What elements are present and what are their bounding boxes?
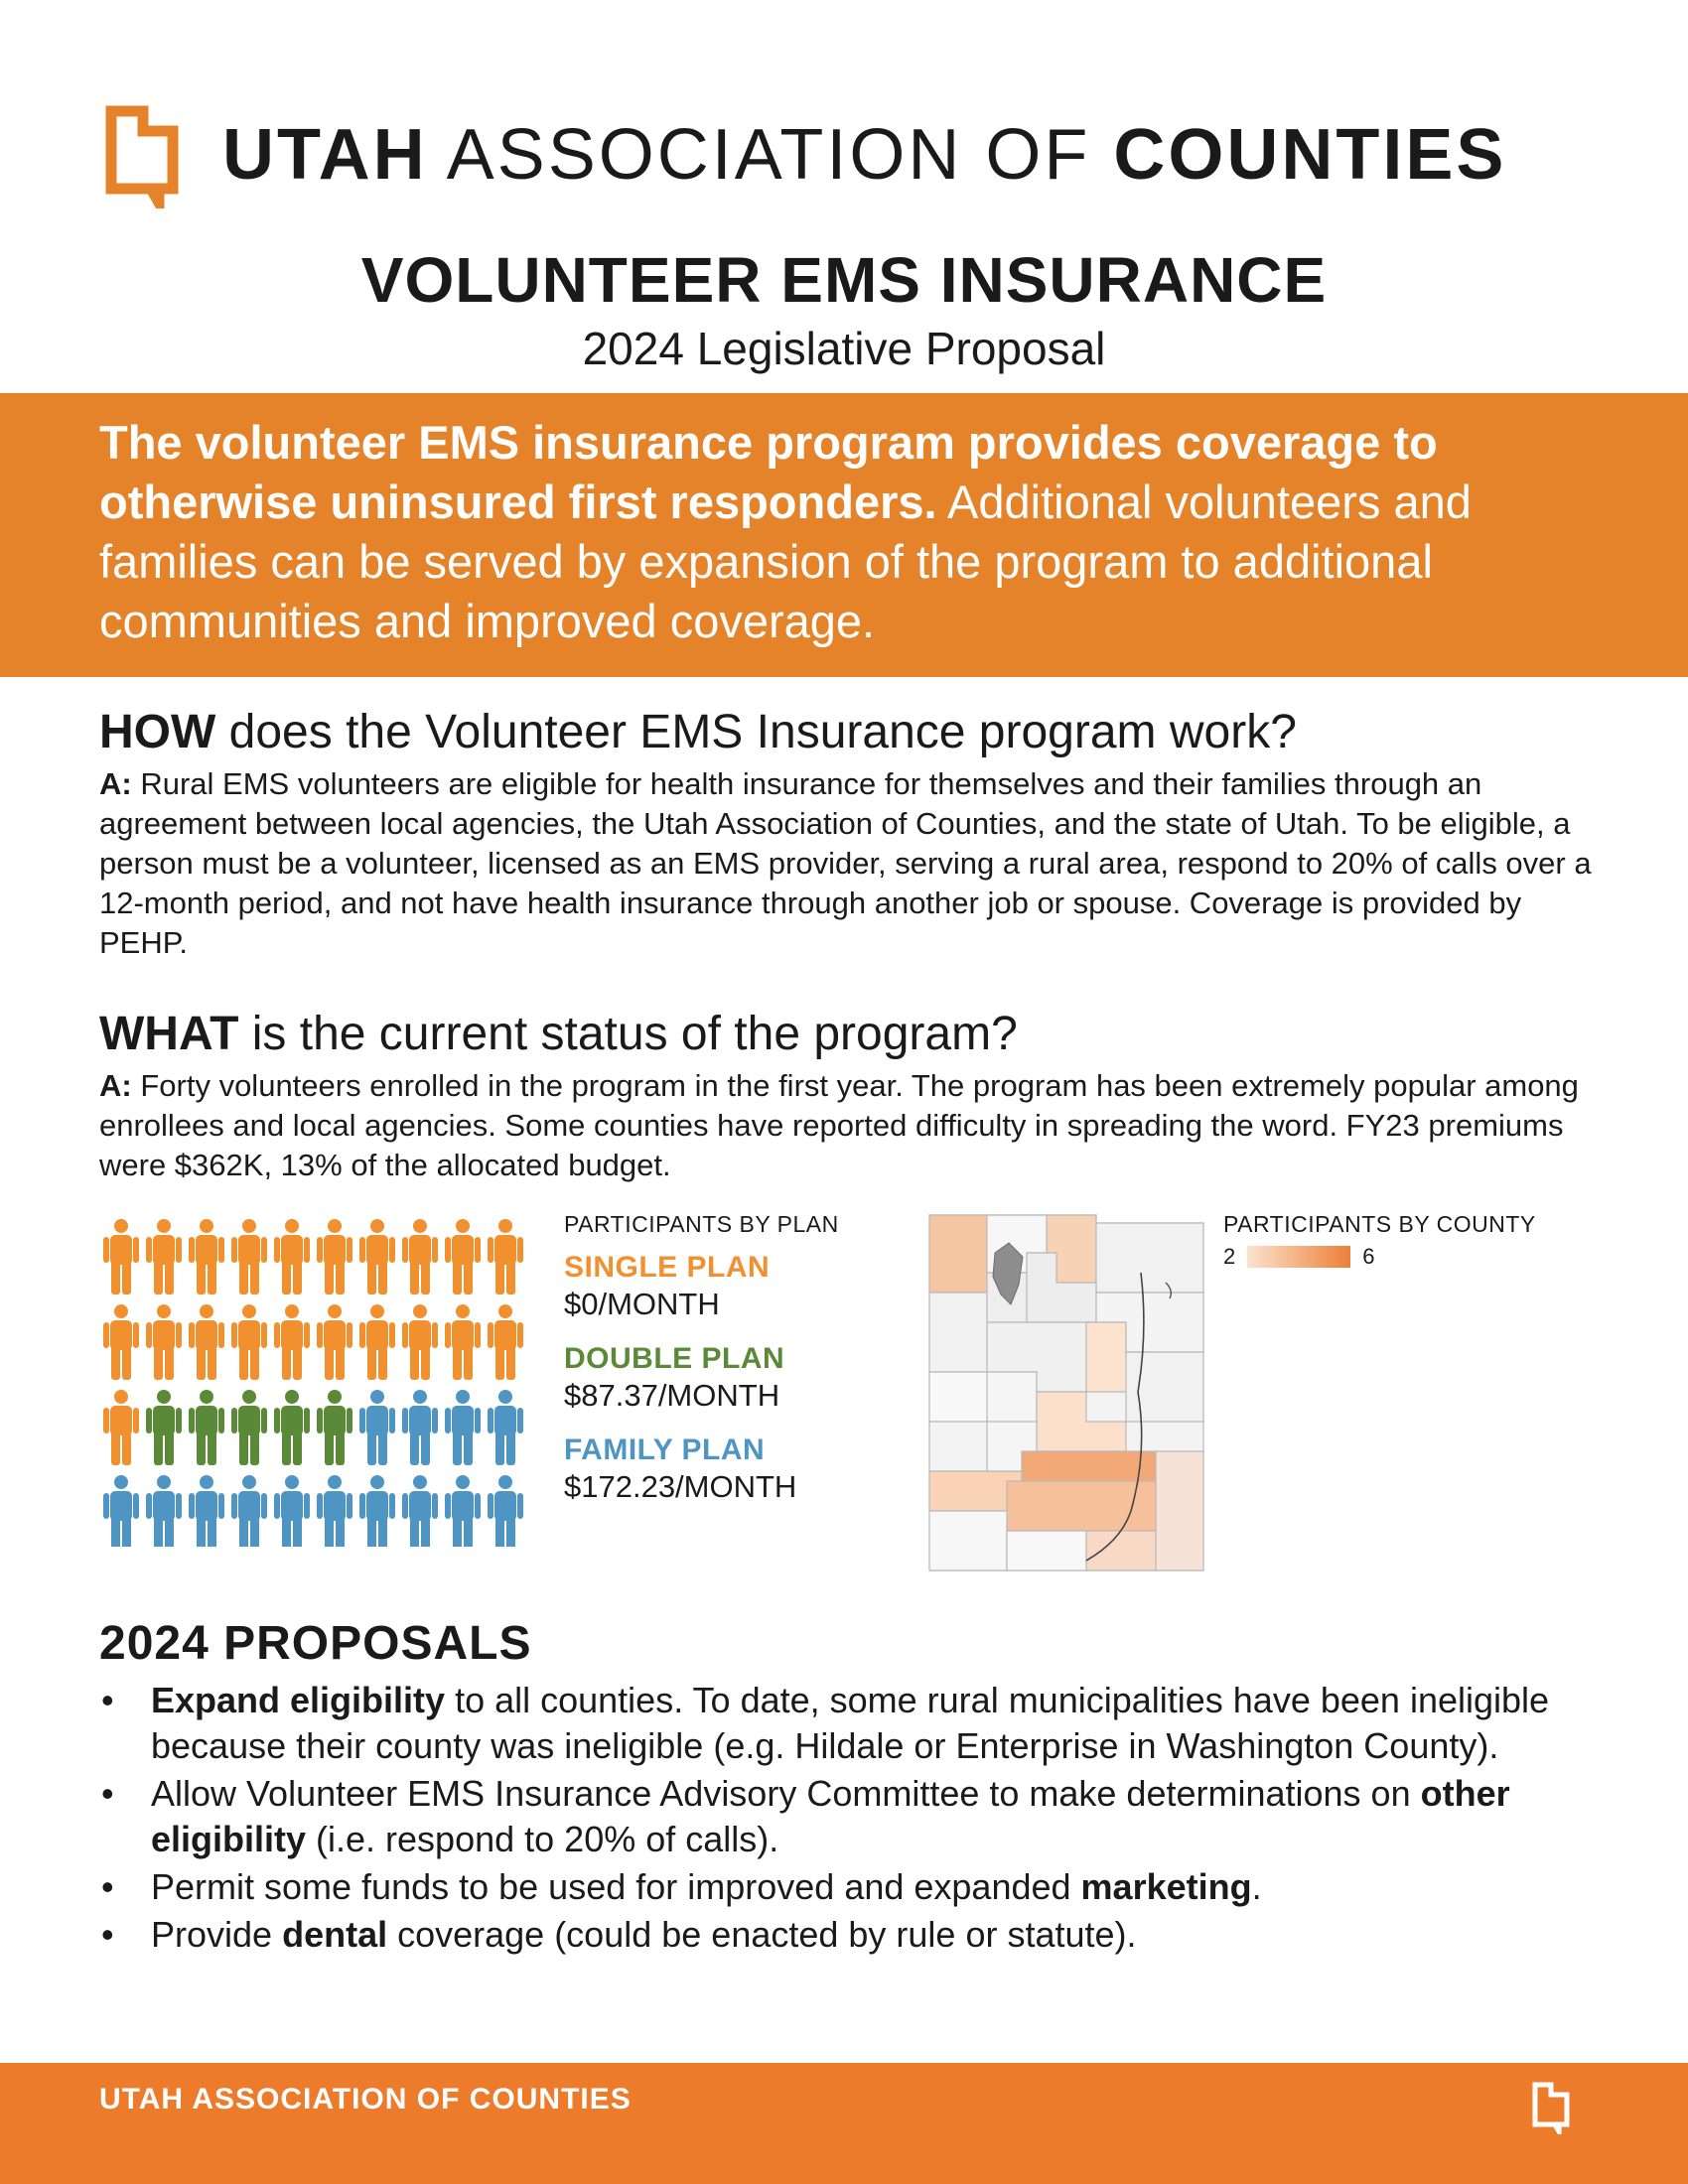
person-icon <box>274 1219 310 1295</box>
person-icon <box>103 1219 139 1295</box>
proposal-text: Permit some funds to be used for improved and expanded <box>151 1866 1081 1907</box>
header-logo <box>103 103 1593 208</box>
scale-gradient-bar <box>1247 1246 1350 1268</box>
double-plan-price: $87.37/MONTH <box>564 1378 780 1413</box>
person-icon <box>231 1304 267 1380</box>
person-icon <box>189 1304 224 1380</box>
scale-min-label: 2 <box>1223 1244 1236 1269</box>
participants-pictogram <box>103 1219 530 1547</box>
double-plan-name: DOUBLE PLAN <box>564 1342 785 1375</box>
banner-text: Additional volunteers and families can be served by expansion of the program to additional communities and improved coverage. <box>99 476 1472 647</box>
scale-max-label: 6 <box>1362 1244 1375 1269</box>
person-icon <box>103 1390 139 1465</box>
how-answer <box>99 764 1609 963</box>
plan-caption: PARTICIPANTS BY PLAN <box>564 1211 839 1237</box>
person-icon <box>402 1475 438 1547</box>
org-name-part-3: COUNTIES <box>1113 115 1507 195</box>
person-icon <box>317 1390 352 1465</box>
proposal-text: coverage (could be enacted by rule or statute). <box>387 1914 1137 1955</box>
what-answer-label: A: <box>99 1068 132 1103</box>
person-icon <box>189 1219 224 1295</box>
person-icon <box>402 1304 438 1380</box>
person-icon <box>317 1304 352 1380</box>
how-answer-text: Rural EMS volunteers are eligible for health insurance for themselves and their families through an agreement between local agencies, the Utah Association of Counties, and the state of Utah. To be eligible, a person must be a volunteer, licensed as an EMS provider, serving a rural area, respond to 20% of calls over a 12-month period, and not have health insurance through another job or spouse. Coverage is provided by PEHP. <box>99 766 1592 960</box>
org-name-part-1: UTAH <box>222 115 428 195</box>
county-legend <box>1223 1211 1601 1270</box>
footer-org-name: UTAH ASSOCIATION OF COUNTIES <box>99 2083 632 2116</box>
utah-county-map <box>927 1213 1205 1572</box>
proposal-highlight: Expand eligibility <box>151 1680 446 1720</box>
family-plan-name: FAMILY PLAN <box>564 1433 766 1466</box>
person-icon <box>231 1219 267 1295</box>
what-question-keyword: WHAT <box>99 1008 239 1060</box>
how-section <box>99 705 1609 963</box>
proposal-item <box>99 1771 1569 1862</box>
person-icon <box>274 1304 310 1380</box>
what-question-text: is the current status of the program? <box>251 1008 1018 1060</box>
proposal-text: to all counties. To date, some rural municipalities have been ineligible because their county was ineligible (e.g. Hildale or Enterprise in Washington County). <box>151 1680 1550 1766</box>
person-icon <box>189 1390 224 1465</box>
person-icon <box>103 1304 139 1380</box>
proposal-highlight: marketing <box>1080 1866 1252 1907</box>
county-color-scale <box>1223 1244 1601 1270</box>
how-question <box>99 705 1609 760</box>
org-name <box>222 115 1507 195</box>
person-icon <box>146 1219 182 1295</box>
person-icon <box>359 1390 395 1465</box>
proposals-list <box>99 1678 1569 1960</box>
what-answer <box>99 1066 1609 1185</box>
what-section <box>99 1007 1609 1185</box>
person-icon <box>488 1219 523 1295</box>
person-icon <box>317 1219 352 1295</box>
person-icon <box>488 1475 523 1547</box>
footer-bar <box>0 2063 1688 2184</box>
proposal-text: (i.e. respond to 20% of calls). <box>306 1819 779 1859</box>
person-icon <box>445 1390 481 1465</box>
utah-state-outline-icon <box>103 103 181 208</box>
person-icon <box>488 1390 523 1465</box>
summary-banner <box>0 393 1688 677</box>
person-icon <box>359 1475 395 1547</box>
proposal-text: Allow Volunteer EMS Insurance Advisory Committee to make determinations on <box>151 1773 1421 1814</box>
person-icon <box>231 1475 267 1547</box>
person-icon <box>402 1390 438 1465</box>
proposal-item <box>99 1912 1569 1958</box>
utah-state-outline-icon <box>1531 2081 1571 2134</box>
participants-by-plan <box>564 1211 892 1524</box>
how-question-keyword: HOW <box>99 706 216 758</box>
person-icon <box>274 1475 310 1547</box>
proposals-title: 2024 PROPOSALS <box>99 1617 532 1670</box>
person-icon <box>146 1304 182 1380</box>
person-icon <box>359 1219 395 1295</box>
proposal-highlight: other eligibility <box>151 1773 1510 1859</box>
proposal-item <box>99 1864 1569 1910</box>
person-icon <box>146 1475 182 1547</box>
person-icon <box>103 1475 139 1547</box>
document-subtitle: 2024 Legislative Proposal <box>582 323 1106 374</box>
banner-bold-text: The volunteer EMS insurance program provides coverage to otherwise uninsured first responders. <box>99 416 1438 528</box>
person-icon <box>445 1475 481 1547</box>
person-icon <box>445 1219 481 1295</box>
person-icon <box>231 1390 267 1465</box>
what-answer-text: Forty volunteers enrolled in the program in the first year. The program has been extremely popular among enrollees and local agencies. Some counties have reported difficulty in spreading the word. FY23 premiums were $362K, 13% of the allocated budget. <box>99 1068 1579 1182</box>
family-plan-price: $172.23/MONTH <box>564 1469 797 1504</box>
person-icon <box>488 1304 523 1380</box>
proposal-highlight: dental <box>282 1914 388 1955</box>
org-name-part-2: ASSOCIATION OF <box>446 115 1091 195</box>
single-plan-price: $0/MONTH <box>564 1287 720 1321</box>
how-question-text: does the Volunteer EMS Insurance program work? <box>228 706 1297 758</box>
single-plan-name: SINGLE PLAN <box>564 1251 771 1284</box>
person-icon <box>402 1219 438 1295</box>
person-icon <box>359 1304 395 1380</box>
person-icon <box>317 1475 352 1547</box>
person-icon <box>445 1304 481 1380</box>
how-answer-label: A: <box>99 766 132 801</box>
person-icon <box>274 1390 310 1465</box>
county-legend-caption: PARTICIPANTS BY COUNTY <box>1223 1211 1536 1237</box>
what-question <box>99 1007 1609 1062</box>
document-title: VOLUNTEER EMS INSURANCE <box>360 244 1328 316</box>
proposal-item <box>99 1678 1569 1769</box>
person-icon <box>146 1390 182 1465</box>
proposal-text: Provide <box>151 1914 283 1955</box>
person-icon <box>189 1475 224 1547</box>
proposal-text: . <box>1251 1866 1262 1907</box>
